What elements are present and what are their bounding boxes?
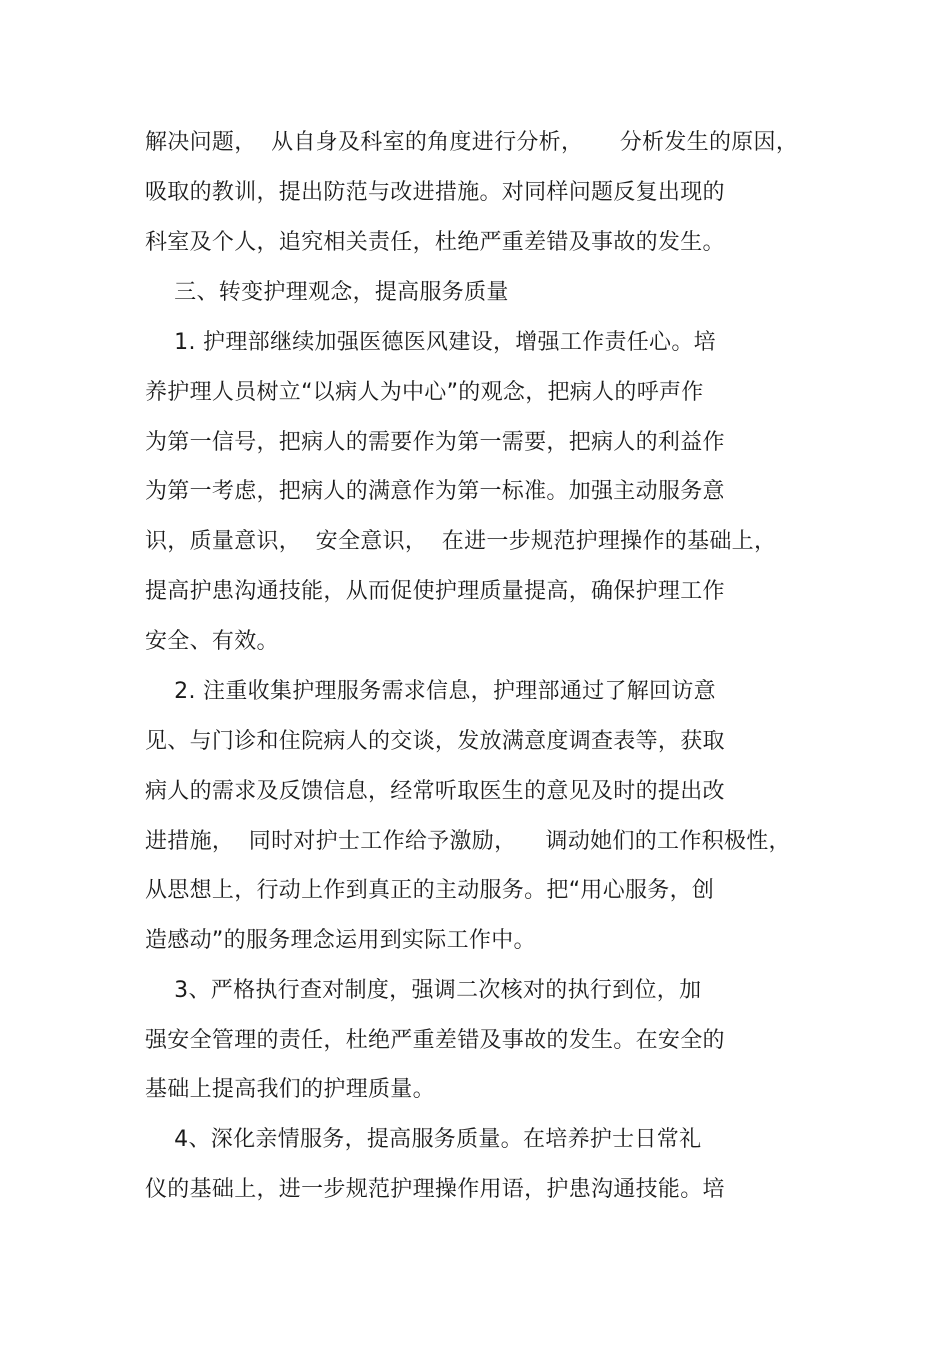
text-line: 造感动”的服务理念运用到实际工作中。 xyxy=(145,928,536,953)
text-line: 强安全管理的责任，杜绝严重差错及事故的发生。在安全的 xyxy=(145,1028,725,1053)
text-line: 见、与门诊和住院病人的交谈，发放满意度调查表等，获取 xyxy=(145,729,725,754)
text-line: 科室及个人，追究相关责任，杜绝严重差错及事故的发生。 xyxy=(145,230,725,255)
text-line: 识，质量意识， 安全意识， 在进一步规范护理操作的基础上， xyxy=(145,529,777,554)
section-heading: 三、转变护理观念，提高服务质量 xyxy=(145,280,509,305)
text-line: 为第一考虑，把病人的满意作为第一标准。加强主动服务意 xyxy=(145,479,725,504)
text-line: 仪的基础上，进一步规范护理操作用语，护患沟通技能。培 xyxy=(145,1177,725,1202)
text-line: 4、深化亲情服务，提高服务质量。在培养护士日常礼 xyxy=(145,1127,702,1152)
text-line: 进措施， 同时对护士工作给予激励， 调动她们的工作积极性， xyxy=(145,829,791,854)
text-line: 从思想上，行动上作到真正的主动服务。把“用心服务，创 xyxy=(145,878,715,903)
text-line: 3、严格执行查对制度，强调二次核对的执行到位，加 xyxy=(145,978,702,1003)
text-line: 解决问题， 从自身及科室的角度进行分析， 分析发生的原因， xyxy=(145,130,799,155)
text-line: 1. 护理部继续加强医德医风建设，增强工作责任心。培 xyxy=(145,330,716,355)
text-line: 养护理人员树立“以病人为中心”的观念，把病人的呼声作 xyxy=(145,380,704,405)
text-line: 为第一信号，把病人的需要作为第一需要，把病人的利益作 xyxy=(145,430,725,455)
text-line: 提高护患沟通技能，从而促使护理质量提高，确保护理工作 xyxy=(145,579,725,604)
text-line: 病人的需求及反馈信息，经常听取医生的意见及时的提出改 xyxy=(145,779,725,804)
text-line: 安全、有效。 xyxy=(145,629,279,654)
text-line: 基础上提高我们的护理质量。 xyxy=(145,1077,435,1102)
text-line: 吸取的教训，提出防范与改进措施。对同样问题反复出现的 xyxy=(145,180,725,205)
text-line: 2. 注重收集护理服务需求信息，护理部通过了解回访意 xyxy=(145,679,716,704)
